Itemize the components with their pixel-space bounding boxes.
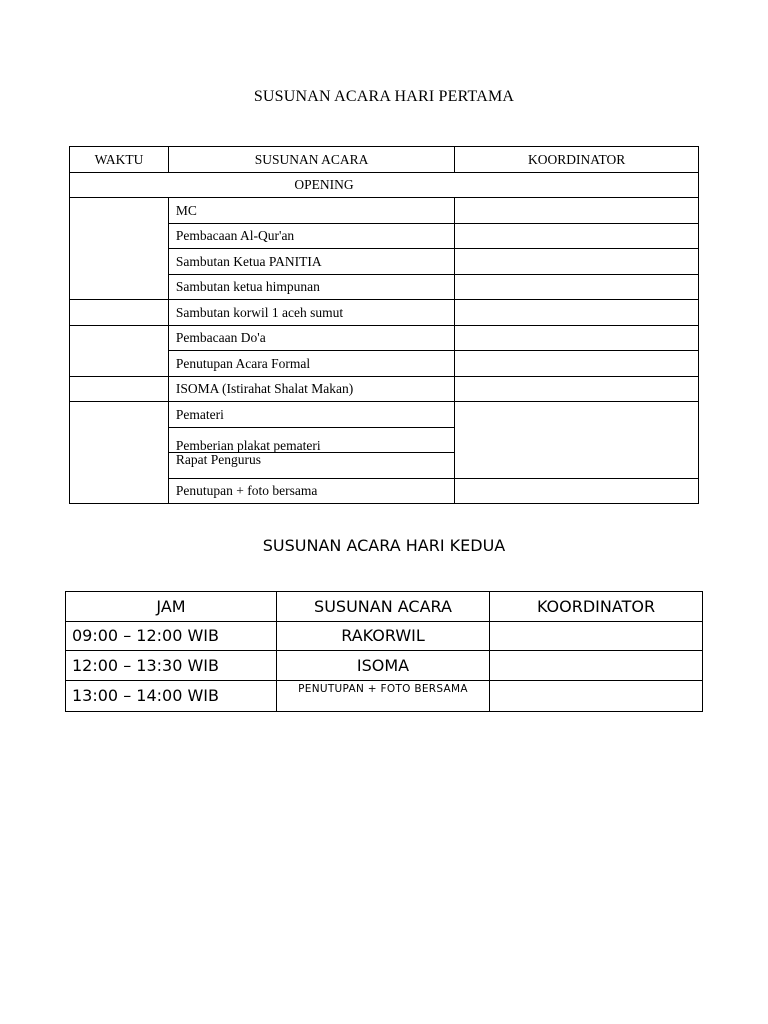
header-waktu: WAKTU [70, 147, 169, 173]
event-cell: MC [168, 198, 454, 224]
event-cell: Pemateri [168, 402, 454, 428]
event-cell: Pembacaan Do'a [168, 325, 454, 351]
time-cell: 09:00 – 12:00 WIB [66, 621, 277, 651]
koordinator-cell [455, 249, 699, 275]
koordinator-cell [455, 274, 699, 300]
event-cell: Sambutan Ketua PANITIA [168, 249, 454, 275]
koordinator-cell [455, 198, 699, 224]
header-koordinator: KOORDINATOR [455, 147, 699, 173]
day1-schedule-table [69, 146, 699, 504]
table-row [70, 325, 699, 351]
section-opening-label: OPENING [294, 177, 354, 192]
koordinator-cell [490, 680, 703, 712]
table-row [70, 376, 699, 402]
koordinator-cell [455, 351, 699, 377]
koordinator-cell [455, 376, 699, 402]
koordinator-cell [455, 300, 699, 326]
event-cell: Pemberian plakat pemateri [168, 427, 454, 453]
event-cell: ISOMA [277, 651, 490, 681]
event-cell: Sambutan korwil 1 aceh sumut [168, 300, 454, 326]
koordinator-cell [455, 223, 699, 249]
table-header-row [70, 147, 699, 173]
section-row [70, 172, 699, 198]
event-cell: Penutupan + foto bersama [168, 478, 454, 504]
event-cell: Sambutan ketua himpunan [168, 274, 454, 300]
koordinator-cell [490, 651, 703, 681]
waktu-cell [70, 325, 169, 376]
koordinator-cell [455, 325, 699, 351]
day1-title: SUSUNAN ACARA HARI PERTAMA [253, 88, 515, 105]
koordinator-cell [455, 478, 699, 504]
time-cell: 12:00 – 13:30 WIB [66, 651, 277, 681]
waktu-cell [70, 402, 169, 504]
header-koordinator: KOORDINATOR [490, 592, 703, 622]
table-row [66, 621, 703, 651]
event-cell: PENUTUPAN + FOTO BERSAMA [277, 680, 490, 712]
header-susunan-acara: SUSUNAN ACARA [168, 147, 454, 173]
event-cell: Penutupan Acara Formal [168, 351, 454, 377]
table-row [70, 198, 699, 224]
event-cell: ISOMA (Istirahat Shalat Makan) [168, 376, 454, 402]
day2-schedule-table [65, 591, 703, 712]
header-susunan-acara: SUSUNAN ACARA [277, 592, 490, 622]
table-row [66, 651, 703, 681]
section-opening [70, 172, 699, 198]
table-row [66, 680, 703, 712]
table-header-row [66, 592, 703, 622]
table-row [70, 402, 699, 428]
koordinator-cell [455, 402, 699, 479]
event-cell: RAKORWIL [277, 621, 490, 651]
waktu-cell [70, 198, 169, 300]
day2-title: SUSUNAN ACARA HARI KEDUA [262, 536, 506, 555]
header-jam: JAM [66, 592, 277, 622]
table-row [70, 300, 699, 326]
event-cell: Pembacaan Al-Qur'an [168, 223, 454, 249]
koordinator-cell [490, 621, 703, 651]
time-cell: 13:00 – 14:00 WIB [66, 680, 277, 712]
waktu-cell [70, 376, 169, 402]
event-cell: Rapat Pengurus [168, 453, 454, 479]
waktu-cell [70, 300, 169, 326]
